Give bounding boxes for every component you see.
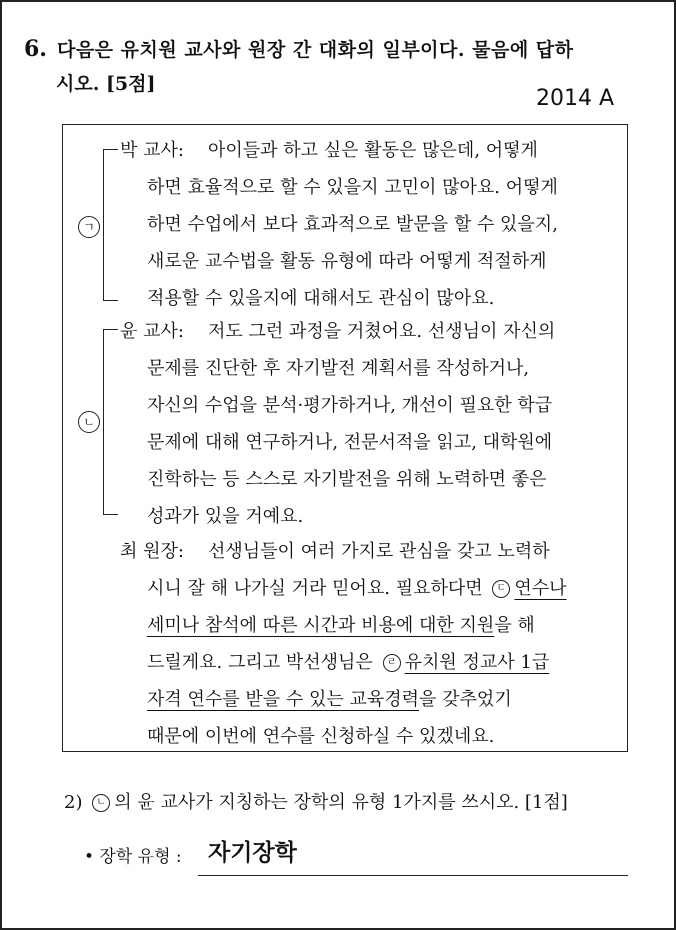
bracket-a xyxy=(103,149,118,301)
choi-line-5 xyxy=(147,685,512,711)
exam-year: 2014 A xyxy=(535,86,614,111)
park-line-5: 적용할 수 있을지에 대해서도 관심이 많아요. xyxy=(147,288,495,309)
park-line-3: 하면 수업에서 보다 효과적으로 발문을 할 수 있을지, xyxy=(147,214,558,235)
choi-line-1: 선생님들이 여러 가지로 관심을 갖고 노력하 xyxy=(208,541,550,562)
answer-underline xyxy=(198,875,628,876)
yoon-line-6: 성과가 있을 거예요. xyxy=(147,506,304,527)
yoon-line-1: 저도 그런 과정을 거쳤어요. 선생님이 자신의 xyxy=(208,321,556,342)
subquestion-number: 2) xyxy=(64,792,83,813)
speaker-park: 박 교사: xyxy=(120,140,184,161)
speaker-choi: 최 원장: xyxy=(120,541,184,562)
yoon-line-4: 문제에 대해 연구하거나, 전문서적을 읽고, 대학원에 xyxy=(147,432,553,453)
choi-line-4-text: 드릴게요. 그리고 박선생님은 xyxy=(147,652,373,673)
marker-c: ㄷ xyxy=(492,580,510,598)
choi-line-2-text: 시니 잘 해 나가실 거라 믿어요. 필요하다면 xyxy=(147,578,483,599)
answer-label: • 장학 유형 : xyxy=(84,847,182,867)
question-number: 6. xyxy=(24,36,47,62)
yoon-line-5: 진학하는 등 스스로 자기발전을 위해 노력하면 좋은 xyxy=(147,469,547,490)
underlined-c-start: 연수나 xyxy=(514,578,567,599)
marker-d: ㄹ xyxy=(383,654,401,672)
subquestion-marker: ㄴ xyxy=(92,794,110,812)
choi-line-6: 때문에 이번에 연수를 신청하실 수 있겠네요. xyxy=(147,726,495,747)
underlined-d-end: 자격 연수를 받을 수 있는 교육경력 xyxy=(147,689,420,710)
park-line-4: 새로운 교수법을 활동 유형에 따라 어떻게 적절하게 xyxy=(147,251,547,272)
subquestion xyxy=(64,788,568,814)
choi-line-3-text: 을 해 xyxy=(494,615,535,636)
answer-value: 자기장학 xyxy=(208,840,297,866)
park-line-2: 하면 효율적으로 할 수 있을지 고민이 많아요. 어떻게 xyxy=(147,177,558,198)
choi-line-5-text: 을 갖추었기 xyxy=(419,689,512,710)
yoon-line-3: 자신의 수업을 분석·평가하거나, 개선이 필요한 학급 xyxy=(147,395,553,416)
choi-line-3 xyxy=(147,611,535,637)
choi-line-4 xyxy=(147,648,549,674)
choi-line-2 xyxy=(147,574,567,600)
marker-b: ㄴ xyxy=(78,411,100,433)
bracket-b xyxy=(103,329,118,515)
question-title-continued: 시오. [5점] xyxy=(56,73,156,95)
park-line-1: 아이들과 하고 싶은 활동은 많은데, 어떻게 xyxy=(208,140,538,161)
marker-a: ㄱ xyxy=(78,216,100,238)
underlined-d-start: 유치원 정교사 1급 xyxy=(404,652,550,673)
underlined-c-end: 세미나 참석에 따른 시간과 비용에 대한 지원 xyxy=(147,615,495,636)
yoon-line-2: 문제를 진단한 후 자기발전 계획서를 작성하거나, xyxy=(147,358,530,379)
subquestion-text: 의 윤 교사가 지칭하는 장학의 유형 1가지를 쓰시오. [1점] xyxy=(114,792,568,813)
question-title: 다음은 유치원 교사와 원장 간 대화의 일부이다. 물음에 답하 xyxy=(56,39,574,61)
speaker-yoon: 윤 교사: xyxy=(120,321,184,342)
